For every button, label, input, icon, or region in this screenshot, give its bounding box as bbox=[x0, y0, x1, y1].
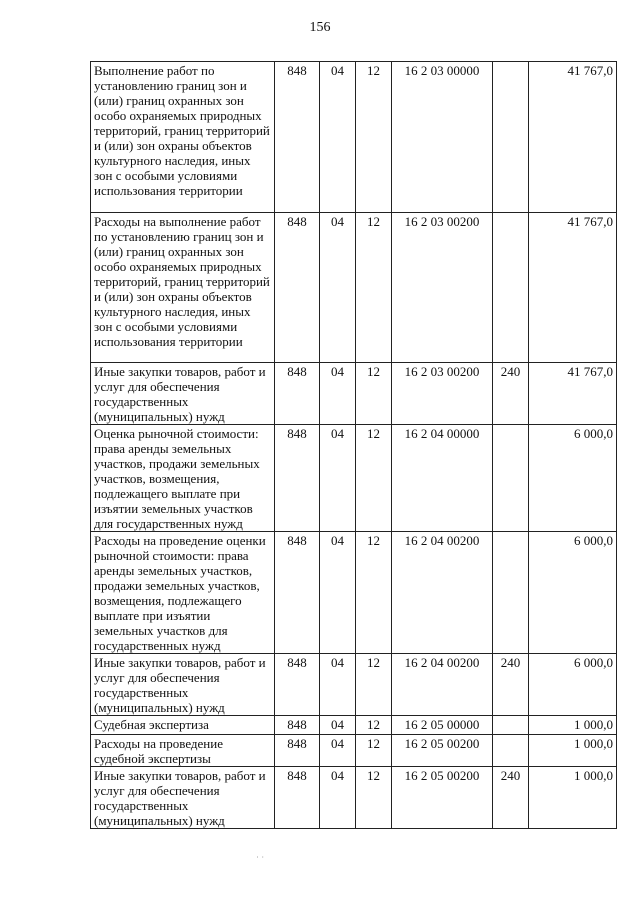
row-target-article: 16 2 05 00200 bbox=[392, 767, 493, 829]
row-amount: 41 767,0 bbox=[529, 213, 617, 363]
table-row bbox=[91, 654, 617, 716]
row-subsection: 12 bbox=[356, 735, 392, 767]
row-grbs: 848 bbox=[275, 716, 320, 735]
row-expense-type bbox=[493, 62, 529, 213]
row-subsection: 12 bbox=[356, 532, 392, 654]
row-amount: 1 000,0 bbox=[529, 716, 617, 735]
table-row bbox=[91, 363, 617, 425]
row-amount: 6 000,0 bbox=[529, 654, 617, 716]
row-target-article: 16 2 05 00200 bbox=[392, 735, 493, 767]
row-section: 04 bbox=[320, 767, 356, 829]
row-grbs: 848 bbox=[275, 654, 320, 716]
row-amount: 6 000,0 bbox=[529, 425, 617, 532]
row-name: Расходы на выполнение работ по установлению границ зон и (или) границ охранных зон особо охраняемых природных территорий, границ территорий и (или) зон охраны объектов культурного наследия, иных зон с особыми условиями использования территории bbox=[91, 213, 275, 363]
row-section: 04 bbox=[320, 532, 356, 654]
row-grbs: 848 bbox=[275, 363, 320, 425]
row-section: 04 bbox=[320, 213, 356, 363]
row-name: Расходы на проведение оценки рыночной стоимости: права аренды земельных участков, продажи земельных участков, возмещения, подлежащего выплате при изъятии земельных участков для государственных нужд bbox=[91, 532, 275, 654]
row-name: Иные закупки товаров, работ и услуг для обеспечения государственных (муниципальных) нужд bbox=[91, 654, 275, 716]
row-target-article: 16 2 04 00200 bbox=[392, 532, 493, 654]
row-section: 04 bbox=[320, 425, 356, 532]
row-section: 04 bbox=[320, 62, 356, 213]
row-section: 04 bbox=[320, 654, 356, 716]
row-grbs: 848 bbox=[275, 735, 320, 767]
row-amount: 41 767,0 bbox=[529, 363, 617, 425]
row-target-article: 16 2 03 00200 bbox=[392, 213, 493, 363]
row-expense-type: 240 bbox=[493, 767, 529, 829]
row-subsection: 12 bbox=[356, 654, 392, 716]
row-section: 04 bbox=[320, 363, 356, 425]
row-grbs: 848 bbox=[275, 425, 320, 532]
row-name: Выполнение работ по установлению границ зон и (или) границ охранных зон особо охраняемых природных территорий, границ территорий и (или) зон охраны объектов культурного наследия, иных зон с особыми условиями использования территории bbox=[91, 62, 275, 213]
row-name: Оценка рыночной стоимости: права аренды земельных участков, продажи земельных участков, возмещения, подлежащего выплате при изъятии земельных участков для государственных нужд bbox=[91, 425, 275, 532]
table-row bbox=[91, 767, 617, 829]
row-expense-type bbox=[493, 735, 529, 767]
table-row bbox=[91, 716, 617, 735]
row-expense-type bbox=[493, 213, 529, 363]
table-row bbox=[91, 735, 617, 767]
row-name: Иные закупки товаров, работ и услуг для обеспечения государственных (муниципальных) нужд bbox=[91, 767, 275, 829]
row-grbs: 848 bbox=[275, 532, 320, 654]
row-section: 04 bbox=[320, 735, 356, 767]
table-row bbox=[91, 213, 617, 363]
row-expense-type: 240 bbox=[493, 363, 529, 425]
row-subsection: 12 bbox=[356, 425, 392, 532]
row-amount: 6 000,0 bbox=[529, 532, 617, 654]
budget-table bbox=[90, 61, 617, 829]
row-target-article: 16 2 03 00000 bbox=[392, 62, 493, 213]
row-section: 04 bbox=[320, 716, 356, 735]
row-grbs: 848 bbox=[275, 62, 320, 213]
row-expense-type: 240 bbox=[493, 654, 529, 716]
table-row bbox=[91, 532, 617, 654]
row-subsection: 12 bbox=[356, 716, 392, 735]
page-number: 156 bbox=[309, 20, 331, 35]
row-amount: 41 767,0 bbox=[529, 62, 617, 213]
row-expense-type bbox=[493, 716, 529, 735]
table-row bbox=[91, 425, 617, 532]
row-target-article: 16 2 05 00000 bbox=[392, 716, 493, 735]
table-row bbox=[91, 62, 617, 213]
row-target-article: 16 2 03 00200 bbox=[392, 363, 493, 425]
row-name: Иные закупки товаров, работ и услуг для обеспечения государственных (муниципальных) нужд bbox=[91, 363, 275, 425]
row-subsection: 12 bbox=[356, 62, 392, 213]
row-expense-type bbox=[493, 532, 529, 654]
row-grbs: 848 bbox=[275, 213, 320, 363]
row-target-article: 16 2 04 00000 bbox=[392, 425, 493, 532]
row-expense-type bbox=[493, 425, 529, 532]
scan-speck: ˙ ˙ bbox=[256, 855, 265, 865]
row-name: Расходы на проведение судебной экспертизы bbox=[91, 735, 275, 767]
row-amount: 1 000,0 bbox=[529, 735, 617, 767]
row-subsection: 12 bbox=[356, 213, 392, 363]
row-target-article: 16 2 04 00200 bbox=[392, 654, 493, 716]
row-subsection: 12 bbox=[356, 363, 392, 425]
row-grbs: 848 bbox=[275, 767, 320, 829]
row-subsection: 12 bbox=[356, 767, 392, 829]
row-name: Судебная экспертиза bbox=[91, 716, 275, 735]
row-amount: 1 000,0 bbox=[529, 767, 617, 829]
